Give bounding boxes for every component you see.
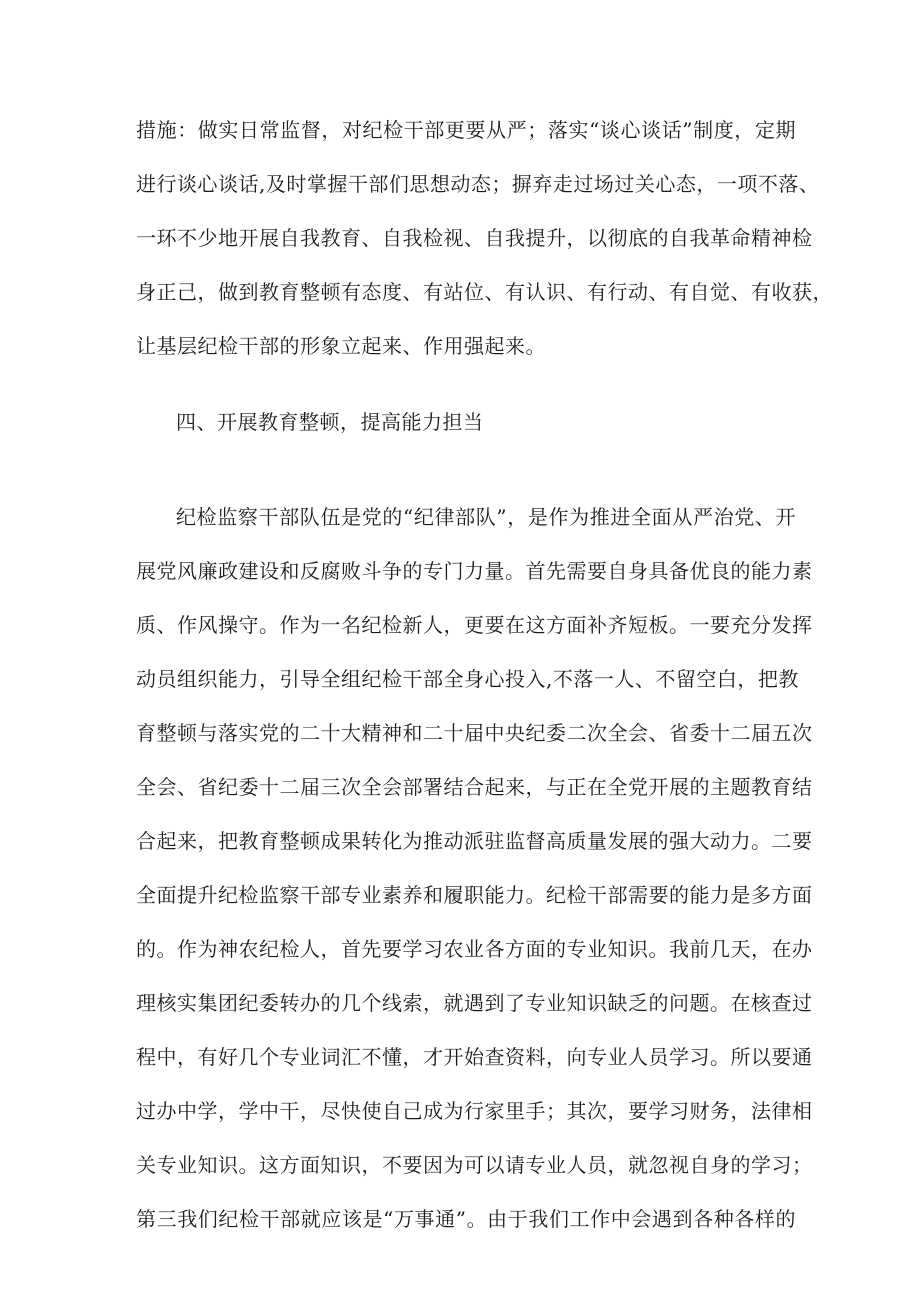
paragraph-line: 过办中学，学中干，尽快使自己成为行家里手；其次，要学习财务，法律相 (136, 1099, 813, 1123)
paragraph-line: 质、作风操守。作为一名纪检新人，更要在这方面补齐短板。一要充分发挥 (136, 613, 813, 637)
paragraph-line: 进行谈心谈话,及时掌握干部们思想动态；摒弃走过场过关心态，一项不落、 (136, 172, 820, 196)
paragraph-line: 程中，有好几个专业词汇不懂，才开始查资料，向专业人员学习。所以要通 (136, 1045, 813, 1069)
paragraph-line: 的。作为神农纪检人，首先要学习农业各方面的专业知识。我前几天，在办 (136, 937, 813, 961)
paragraph-line: 关专业知识。这方面知识，不要因为可以请专业人员，就忽视自身的学习； (136, 1153, 813, 1177)
paragraph-line: 合起来，把教育整顿成果转化为推动派驻监督高质量发展的强大动力。二要 (136, 829, 813, 853)
section-heading: 四、开展教育整顿，提高能力担当 (176, 410, 484, 434)
paragraph-line: 措施：做实日常监督，对纪检干部更要从严；落实“谈心谈话”制度，定期 (136, 118, 796, 142)
paragraph-line: 育整顿与落实党的二十大精神和二十届中央纪委二次全会、省委十二届五次 (136, 721, 813, 745)
paragraph-line: 全会、省纪委十二届三次全会部署结合起来，与正在全党开展的主题教育结 (136, 775, 813, 799)
paragraph-line: 一环不少地开展自我教育、自我检视、自我提升，以彻底的自我革命精神检 (136, 226, 813, 250)
paragraph-line: 展党风廉政建设和反腐败斗争的专门力量。首先需要自身具备优良的能力素 (136, 559, 813, 583)
paragraph-line: 第三我们纪检干部就应该是“万事通”。由于我们工作中会遇到各种各样的 (136, 1207, 796, 1231)
paragraph-line: 纪检监察干部队伍是党的“纪律部队”，是作为推进全面从严治党、开 (176, 505, 796, 529)
paragraph-line: 让基层纪检干部的形象立起来、作用强起来。 (136, 334, 546, 358)
paragraph-line: 动员组织能力，引导全组纪检干部全身心投入,不落一人、不留空白，把教 (136, 667, 799, 691)
paragraph-line: 理核实集团纪委转办的几个线索，就遇到了专业知识缺乏的问题。在核查过 (136, 991, 813, 1015)
paragraph-line: 全面提升纪检监察干部专业素养和履职能力。纪检干部需要的能力是多方面 (136, 883, 813, 907)
paragraph-line: 身正己，做到教育整顿有态度、有站位、有认识、有行动、有自觉、有收获， (136, 280, 833, 304)
